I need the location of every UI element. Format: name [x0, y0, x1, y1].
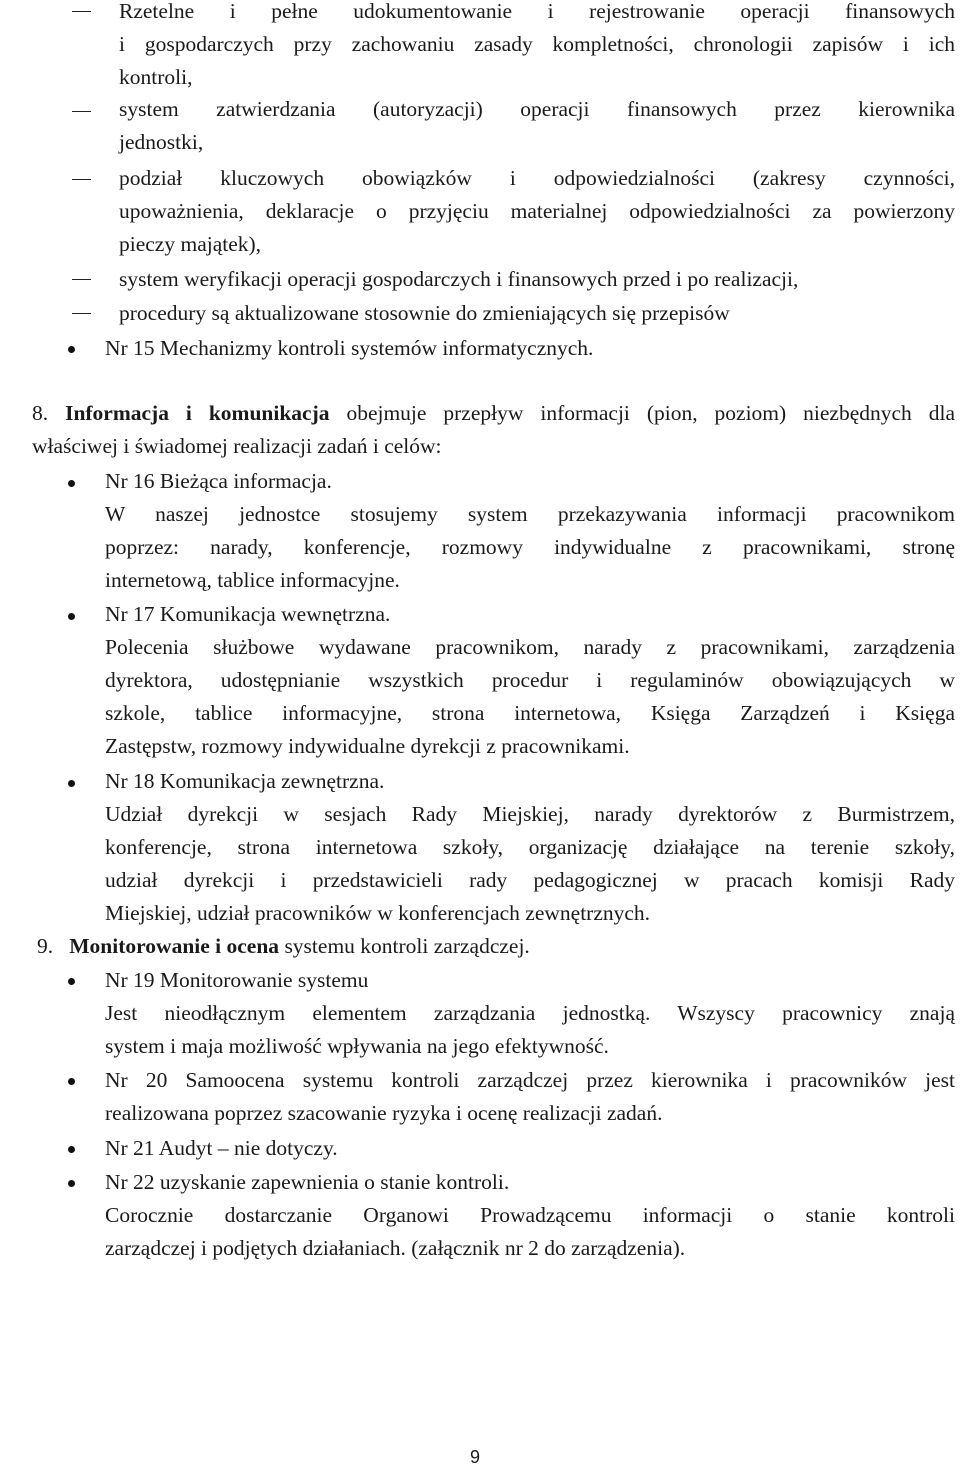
section-8-title: Informacja i komunikacja — [65, 401, 330, 425]
bullet-item — [105, 332, 955, 365]
dash-marker — [72, 279, 91, 280]
text-line: internetową, tablice informacyjne. — [105, 568, 400, 592]
bullet-item — [105, 765, 955, 930]
text-line: procedury są aktualizowane stosownie do zmieniających się przepisów — [119, 301, 730, 325]
text-line: poprzez: narady, konferencje, rozmowy indywidualne z pracownikami, stronę — [105, 535, 955, 559]
dash-item — [119, 162, 955, 261]
text-line: dyrektora, udostępnianie wszystkich procedur i regulaminów obowiązujących w — [105, 668, 955, 692]
text-line: Zastępstw, rozmowy indywidualne dyrekcji z pracownikami. — [105, 734, 630, 758]
text-line: upoważnienia, deklaracje o przyjęciu materialnej odpowiedzialności za powierzony — [119, 199, 955, 223]
dash-marker — [72, 111, 91, 112]
text-line: system zatwierdzania (autoryzacji) operacji finansowych przez kierownika — [119, 97, 955, 121]
text-line: Nr 15 Mechanizmy kontroli systemów informatycznych. — [105, 336, 594, 360]
dash-marker — [72, 313, 91, 314]
text-line: Udział dyrekcji w sesjach Rady Miejskiej, narady dyrektorów z Burmistrzem, — [105, 802, 955, 826]
bullet-marker — [68, 346, 75, 353]
section-8-line-1 — [32, 397, 955, 430]
text-line: konferencje, strona internetowa szkoły, organizację działające na terenie szkoły, — [105, 835, 955, 859]
bullet-marker — [68, 1180, 75, 1187]
bullet-item — [105, 1166, 955, 1265]
section-8-number: 8. — [32, 401, 49, 425]
bullet-item — [105, 1132, 955, 1165]
dash-marker — [72, 11, 91, 12]
text-line: Corocznie dostarczanie Organowi Prowadzącemu informacji o stanie kontroli — [105, 1203, 955, 1227]
item-heading: Nr 21 Audyt – nie dotyczy. — [105, 1136, 338, 1160]
section-9-heading — [37, 930, 955, 963]
section-8-line1-rest: obejmuje przepływ informacji (pion, poziom) niezbędnych dla — [329, 401, 955, 425]
section-9-line — [37, 930, 955, 963]
text-line: system weryfikacji operacji gospodarczych i finansowych przed i po realizacji, — [119, 267, 799, 291]
bullet-item — [105, 1064, 955, 1130]
item-heading: Nr 19 Monitorowanie systemu — [105, 968, 369, 992]
text-line: Polecenia służbowe wydawane pracownikom, narady z pracownikami, zarządzenia — [105, 635, 955, 659]
text-line: zarządczej i podjętych działaniach. (załącznik nr 2 do zarządzenia). — [105, 1236, 686, 1260]
bullet-marker — [68, 1078, 75, 1085]
text-line: realizowana poprzez szacowanie ryzyka i ocenę realizacji zadań. — [105, 1101, 663, 1125]
text-line: kontroli, — [119, 65, 193, 89]
item-heading: Nr 17 Komunikacja wewnętrzna. — [105, 602, 391, 626]
text-line: podział kluczowych obowiązków i odpowiedzialności (zakresy czynności, — [119, 166, 955, 190]
text-line: W naszej jednostce stosujemy system przekazywania informacji pracownikom — [105, 502, 955, 526]
text-line: Rzetelne i pełne udokumentowanie i rejestrowanie operacji finansowych — [119, 0, 955, 23]
section-9-number: 9. — [37, 934, 54, 958]
text-line: i gospodarczych przy zachowaniu zasady kompletności, chronologii zapisów i ich — [119, 32, 955, 56]
dash-item — [119, 0, 955, 94]
item-heading: Nr 18 Komunikacja zewnętrzna. — [105, 769, 385, 793]
text-line: udział dyrekcji i przedstawicieli rady pedagogicznej w pracach komisji Rady — [105, 868, 955, 892]
bullet-marker — [68, 978, 75, 985]
text-line: Nr 20 Samoocena systemu kontroli zarządczej przez kierownika i pracowników jest — [105, 1068, 955, 1092]
page-number: 9 — [470, 1447, 481, 1467]
text-line: szkole, tablice informacyjne, strona internetowa, Księga Zarządzeń i Księga — [105, 701, 955, 725]
section-8-line-2: właściwej i świadomej realizacji zadań i celów: — [32, 434, 442, 458]
dash-marker — [72, 179, 91, 180]
section-8-line-2-block — [32, 430, 955, 463]
bullet-item — [105, 598, 955, 763]
dash-item — [119, 297, 955, 330]
bullet-item — [105, 964, 955, 1063]
bullet-marker — [68, 780, 75, 787]
bullet-item — [105, 465, 955, 597]
text-line: Jest nieodłącznym elementem zarządzania jednostką. Wszyscy pracownicy znają — [105, 1001, 955, 1025]
item-heading: Nr 22 uzyskanie zapewnienia o stanie kontroli. — [105, 1170, 510, 1194]
section-9-title: Monitorowanie i ocena — [69, 934, 280, 958]
item-heading: Nr 16 Bieżąca informacja. — [105, 469, 332, 493]
bullet-marker — [68, 1146, 75, 1153]
section-8-heading — [32, 397, 955, 430]
bullet-marker — [68, 480, 75, 487]
text-line: jednostki, — [119, 130, 204, 154]
text-line: system i maja możliwość wpływania na jego efektywność. — [105, 1034, 609, 1058]
section-9-title-rest: systemu kontroli zarządczej. — [279, 934, 530, 958]
text-line: Miejskiej, udział pracowników w konferencjach zewnętrznych. — [105, 901, 651, 925]
text-line: pieczy majątek), — [119, 232, 262, 256]
dash-item — [119, 93, 955, 159]
bullet-marker — [68, 613, 75, 620]
dash-item — [119, 263, 955, 296]
